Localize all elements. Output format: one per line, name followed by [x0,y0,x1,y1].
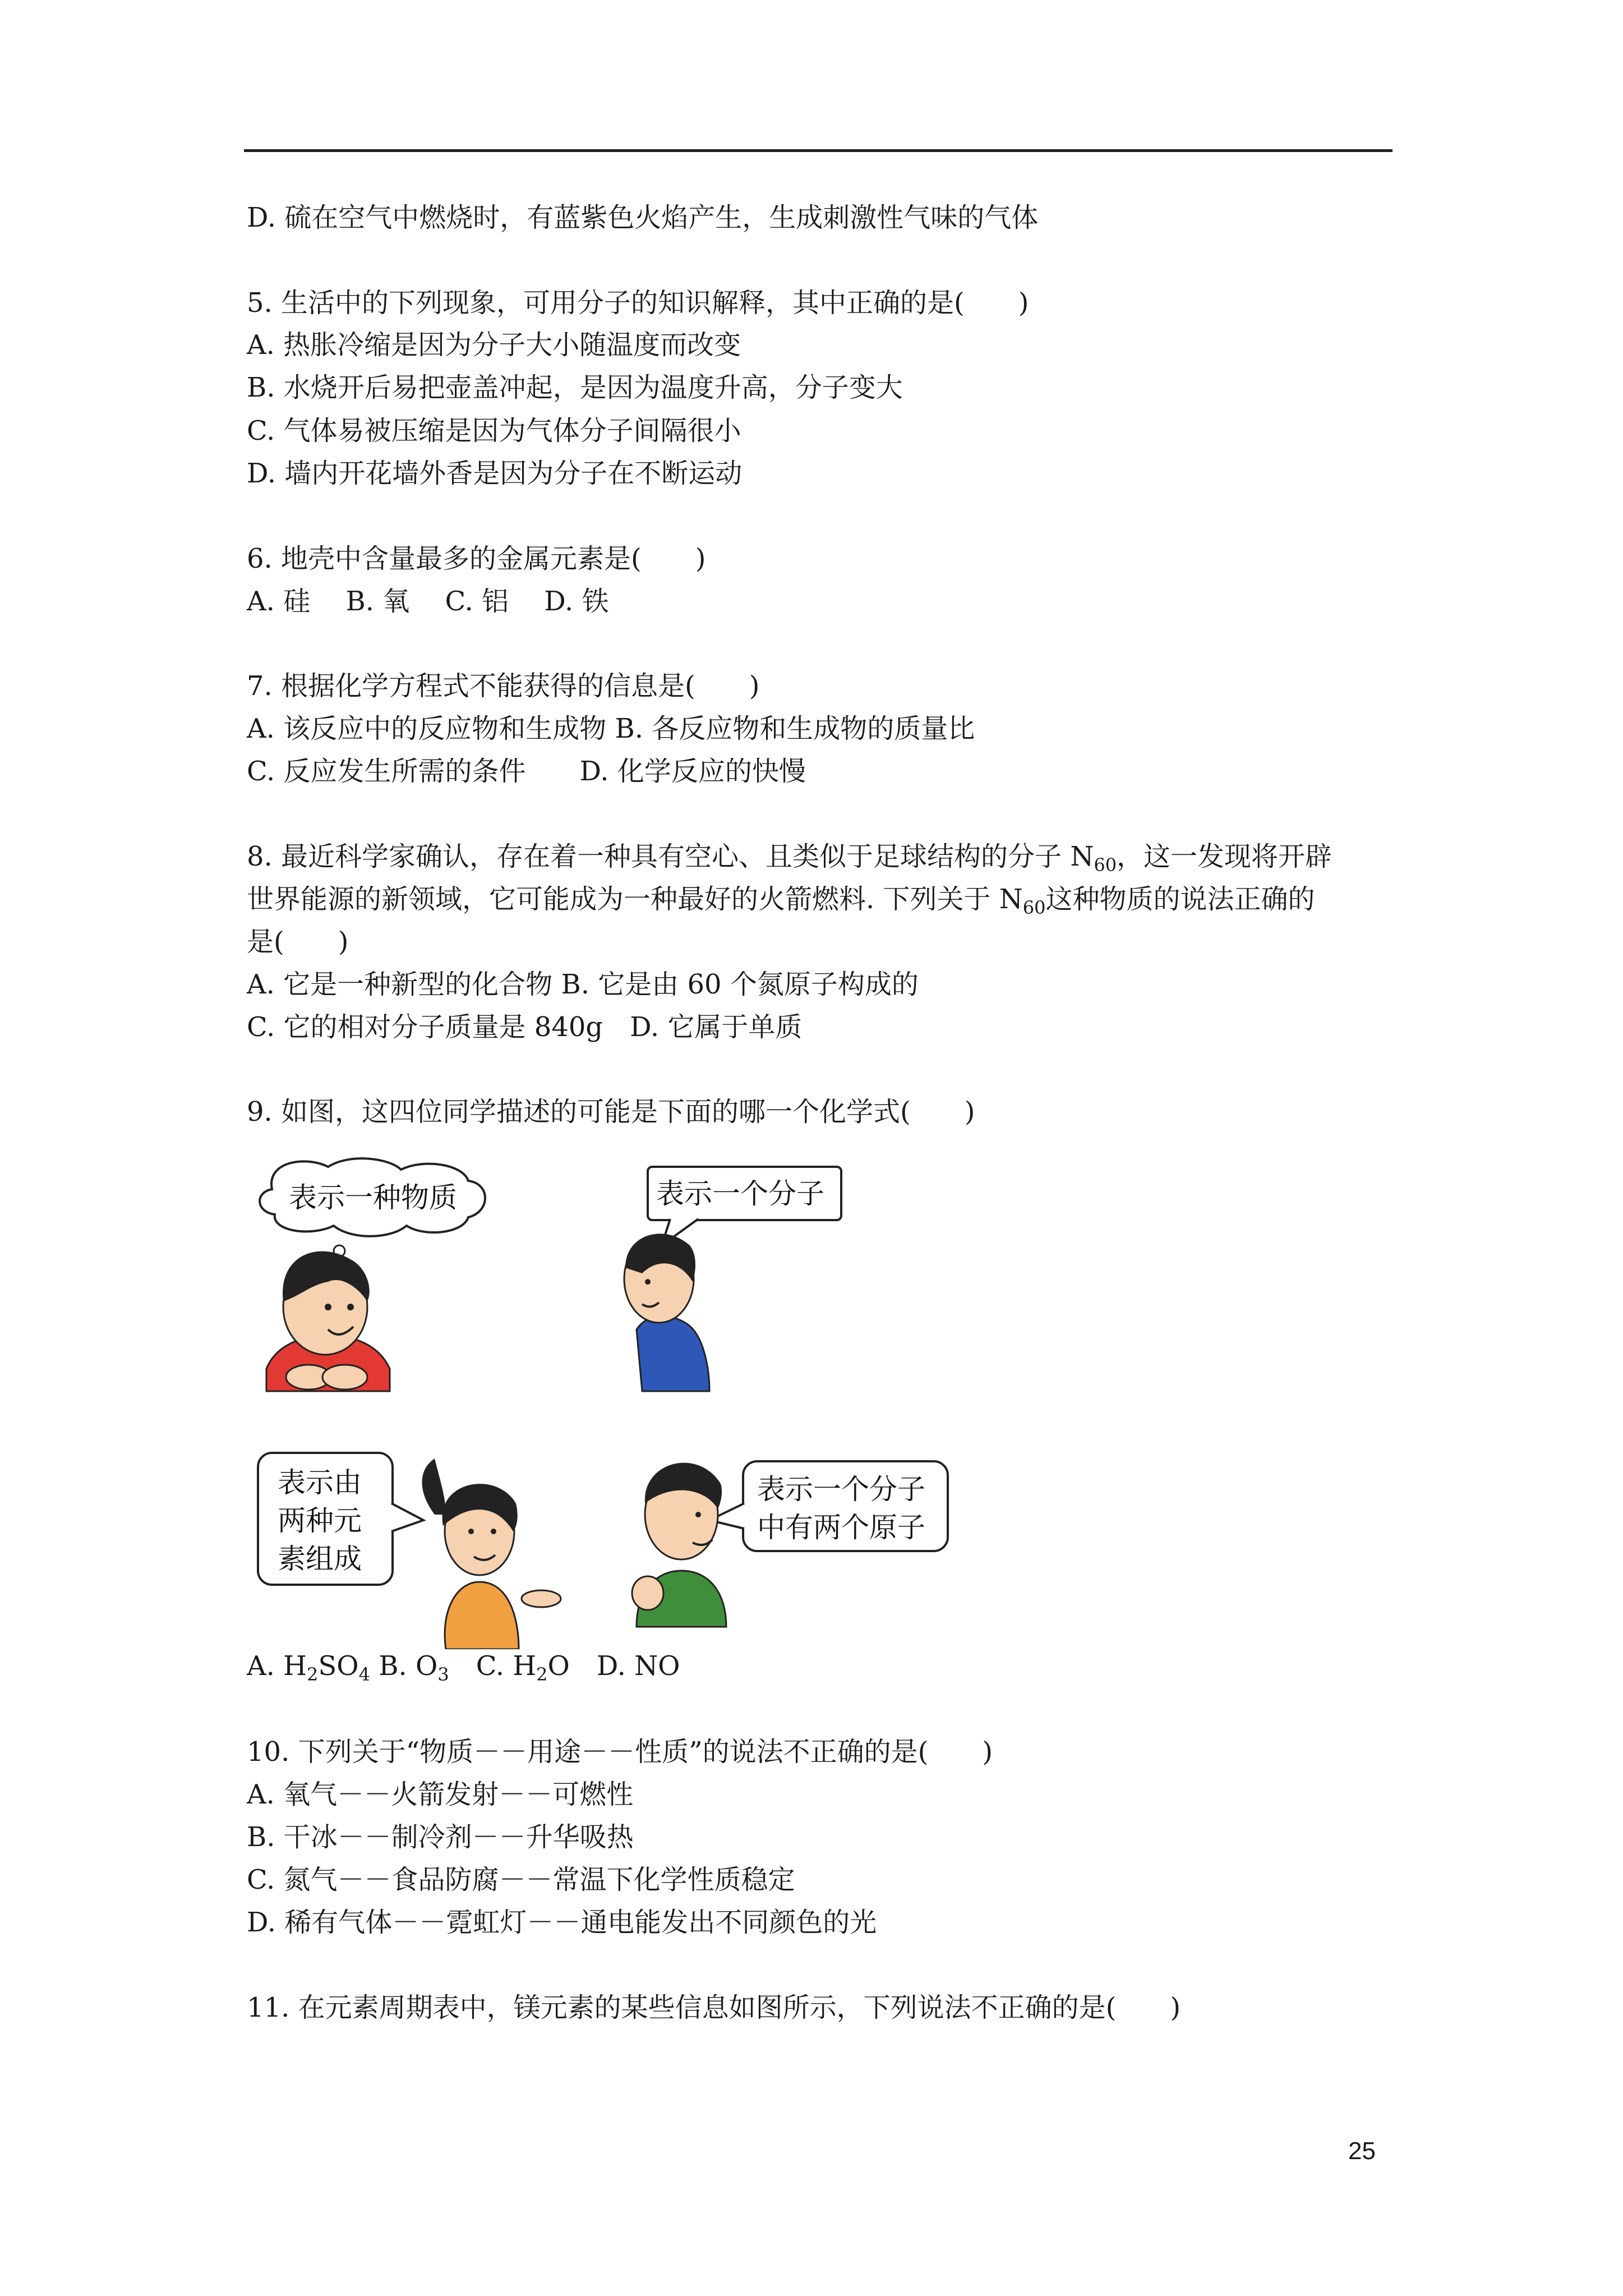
bubble2-text: 表示一个分子 [656,1177,824,1210]
q8-stem-line2: 世界能源的新领域，它可能成为一种最好的火箭燃料. 下列关于 $N_{60}$这种物质的说法正确的 [247,884,1315,918]
man-blue-shirt [624,1234,709,1391]
q7-options-line1: A. 该反应中的反应物和生成物 B. 各反应物和生成物的质量比 [247,713,975,744]
q10-option-d: D. 稀有气体－－霓虹灯－－通电能发出不同颜色的光 [247,1907,877,1938]
q6-stem: 6. 地壳中含量最多的金属元素是( ) [247,543,706,574]
q10-option-b: B. 干冰－－制冷剂－－升华吸热 [247,1821,634,1853]
speech-bubble-bottom-left [258,1453,423,1585]
speech-bubble-top-right [648,1167,841,1245]
q5-stem: 5. 生活中的下列现象，可用分子的知识解释，其中正确的是( ) [247,287,1029,319]
q9-stem: 9. 如图，这四位同学描述的可能是下面的哪一个化学式( ) [247,1096,975,1128]
bubble4-line1: 表示一个分子 [757,1473,925,1506]
bubble3-line2: 两种元 [278,1504,362,1537]
q7-options-line2: C. 反应发生所需的条件 D. 化学反应的快慢 [247,756,806,787]
q5-option-d: D. 墙内开花墙外香是因为分子在不断运动 [247,458,743,489]
speech-bubble-bottom-right [709,1461,948,1551]
q9-illustration [255,1156,956,1649]
q8-options-line1: A. 它是一种新型的化合物 B. 它是由 60 个氮原子构成的 [247,969,919,1000]
q10-stem: 10. 下列关于“物质－－用途－－性质”的说法不正确的是( ) [247,1736,993,1768]
q11-stem: 11. 在元素周期表中，镁元素的某些信息如图所示，下列说法不正确的是( ) [247,1992,1181,2023]
bubble1-text: 表示一种物质 [289,1181,457,1214]
q10-option-a: A. 氧气－－火箭发射－－可燃性 [247,1779,634,1810]
bubble3-line3: 素组成 [278,1543,362,1575]
q6-options: A. 硅 B. 氧 C. 铝 D. 铁 [247,586,609,617]
q8-stem-line1: 8. 最近科学家确认，存在着一种具有空心、且类似于足球结构的分子 $N_{60}$，这一发现将开辟 [247,841,1332,876]
q5-option-b: B. 水烧开后易把壶盖冲起，是因为温度升高，分子变大 [247,372,903,403]
q8-options-line2: C. 它的相对分子质量是 840g D. 它属于单质 [247,1011,803,1043]
q10-option-c: C. 氮气－－食品防腐－－常温下化学性质稳定 [247,1864,795,1895]
header-rule [244,149,1393,152]
girl-orange-dress [422,1458,561,1649]
boy-red-shirt [266,1251,390,1391]
boy-green-shirt [632,1463,726,1627]
page-number: 25 [1348,2137,1376,2165]
q5-option-a: A. 热胀冷缩是因为分子大小随温度而改变 [247,329,741,361]
q8-stem-line3: 是( ) [247,926,349,958]
q7-stem: 7. 根据化学方程式不能获得的信息是( ) [247,670,760,702]
bubble4-line2: 中有两个原子 [757,1511,925,1544]
bubble3-line1: 表示由 [278,1466,362,1499]
q4-option-d: D. 硫在空气中燃烧时，有蓝紫色火焰产生，生成刺激性气味的气体 [247,202,1039,233]
q9-options: A. $H_2SO_4$ B. $O_3$ C. $H_2O$ D. NO [247,1650,680,1685]
q5-option-c: C. 气体易被压缩是因为气体分子间隔很小 [247,415,741,447]
